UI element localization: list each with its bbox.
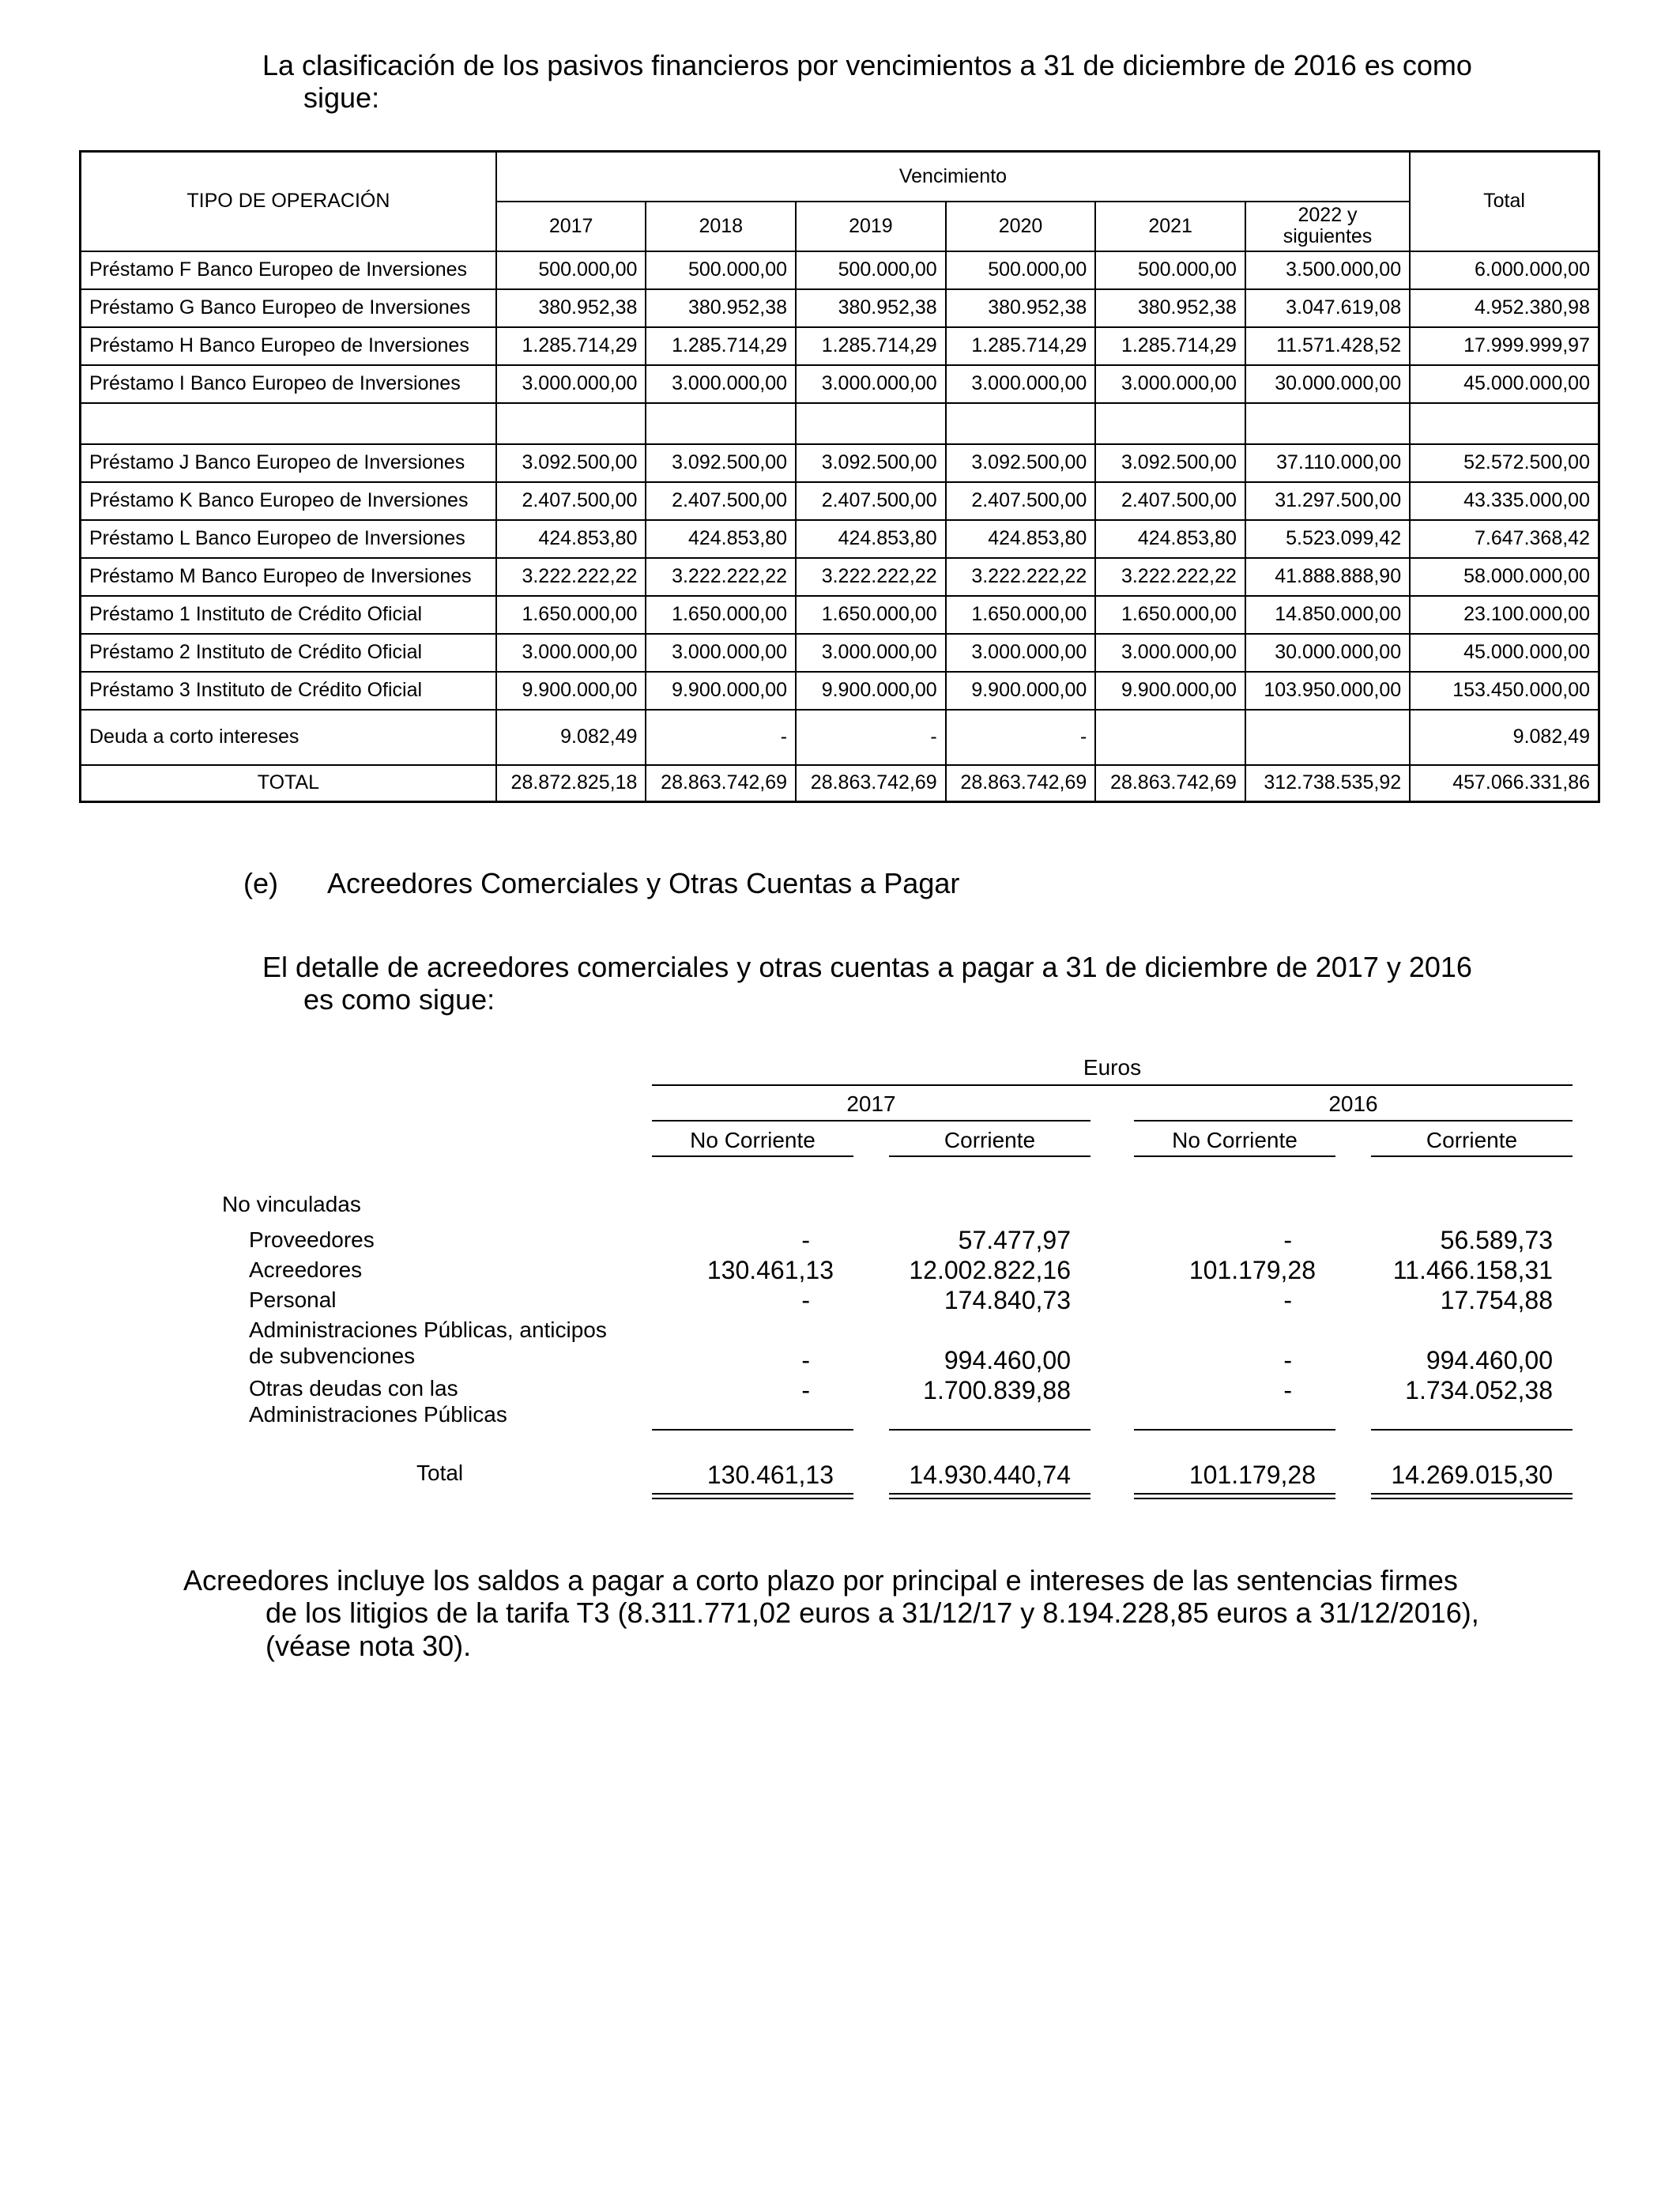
cell: 3.000.000,00 [796,634,946,672]
cell: 500.000,00 [646,251,796,289]
row-label: Préstamo H Banco Europeo de Inversiones [81,327,496,365]
table-row [81,289,1599,327]
row-label: Préstamo K Banco Europeo de Inversiones [81,482,496,520]
row-total: 23.100.000,00 [1410,596,1599,634]
cell: 3.000.000,00 [1095,634,1245,672]
rule-col [1371,1155,1573,1157]
cell: 1.650.000,00 [946,596,1096,634]
row-total: 58.000.000,00 [1410,558,1599,596]
cell: - [946,710,1096,765]
cell: 28.872.825,18 [496,765,646,802]
cell: 2.407.500,00 [946,482,1096,520]
cell: 9.900.000,00 [1095,672,1245,710]
total-cell: 14.269.015,30 [1391,1461,1553,1489]
cell: 41.888.888,90 [1245,558,1410,596]
cell: 1.285.714,29 [646,327,796,365]
cell: - [801,1346,810,1374]
header-vencimiento: Vencimiento [496,152,1410,202]
table-row [81,327,1599,365]
cell: 2.407.500,00 [646,482,796,520]
header-row-1 [81,152,1599,202]
row-label: Préstamo J Banco Europeo de Inversiones [81,444,496,482]
cell: 500.000,00 [946,251,1096,289]
row-label: TOTAL [81,765,496,802]
table-row [81,672,1599,710]
cell: 174.840,73 [944,1286,1071,1314]
cell: 3.000.000,00 [946,634,1096,672]
rule-total-double [1371,1493,1573,1499]
empty-cell [1095,403,1245,444]
cell: 3.000.000,00 [946,365,1096,403]
row-label-personal: Personal [249,1287,337,1312]
row-label-admin-2: de subvenciones [249,1344,416,1368]
cell: 500.000,00 [1095,251,1245,289]
cell: - [1283,1286,1292,1314]
row-label-acreedores: Acreedores [249,1257,363,1282]
cell: 1.734.052,38 [1405,1376,1553,1404]
rule-euros [652,1084,1573,1086]
cell: 424.853,80 [496,520,646,558]
table-row [81,251,1599,289]
rule-2016 [1134,1120,1573,1122]
header-year: 2019 [796,202,946,251]
cell: - [801,1286,810,1314]
cell: 11.571.428,52 [1245,327,1410,365]
rule-subtotal [1371,1429,1573,1431]
total-label: Total [416,1461,464,1485]
cell: 500.000,00 [496,251,646,289]
cell: 3.000.000,00 [646,634,796,672]
cell: 130.461,13 [706,1256,834,1284]
table-row [81,365,1599,403]
intro-line-2: sigue: [303,81,380,115]
cell: 424.853,80 [796,520,946,558]
row-label: Préstamo 2 Instituto de Crédito Oficial [81,634,496,672]
empty-cell [496,403,646,444]
cell: - [1283,1226,1292,1254]
total-cell: 14.930.440,74 [909,1461,1071,1489]
cell: 31.297.500,00 [1245,482,1410,520]
detail-intro-line-2: es como sigue: [303,983,495,1016]
header-year: 2018 [646,202,796,251]
row-total: 45.000.000,00 [1410,634,1599,672]
cell: 11.466.158,31 [1392,1256,1553,1284]
row-total: 45.000.000,00 [1410,365,1599,403]
row-label: Préstamo 1 Instituto de Crédito Oficial [81,596,496,634]
cell: - [796,710,946,765]
cell: 3.500.000,00 [1245,251,1410,289]
row-total: 52.572.500,00 [1410,444,1599,482]
footnote-line-3: (véase nota 30). [266,1629,472,1662]
cell: 2.407.500,00 [796,482,946,520]
rule-total-double [652,1493,853,1499]
header-no-corriente-2016: No Corriente [1172,1128,1298,1152]
cell: 1.285.714,29 [496,327,646,365]
header-no-corriente-2017: No Corriente [690,1128,816,1152]
cell: 3.222.222,22 [1095,558,1245,596]
row-label: Préstamo G Banco Europeo de Inversiones [81,289,496,327]
cell: - [1283,1346,1292,1374]
cell: 380.952,38 [796,289,946,327]
row-label: Préstamo M Banco Europeo de Inversiones [81,558,496,596]
cell: 424.853,80 [946,520,1096,558]
cell: 3.222.222,22 [496,558,646,596]
footnote-paragraph [183,1564,1479,1662]
cell: 312.738.535,92 [1245,765,1410,802]
row-total: 153.450.000,00 [1410,672,1599,710]
empty-cell [646,403,796,444]
cell: 3.000.000,00 [1095,365,1245,403]
cell: 3.092.500,00 [946,444,1096,482]
row-total: 7.647.368,42 [1410,520,1599,558]
header-year: 2021 [1095,202,1245,251]
cell: 424.853,80 [646,520,796,558]
cell: 28.863.742,69 [646,765,796,802]
section-e-title: Acreedores Comerciales y Otras Cuentas a Pagar [327,867,960,899]
cell: 1.650.000,00 [796,596,946,634]
footnote-line-1: Acreedores incluye los saldos a pagar a corto plazo por principal e intereses de las sentencias firmes [183,1564,1458,1596]
header-corriente-2017: Corriente [944,1128,1036,1152]
empty-cell [1245,403,1410,444]
row-label-otras-2: Administraciones Públicas [249,1402,507,1427]
empty-cell [796,403,946,444]
header-year-2017: 2017 [846,1091,896,1116]
rule-subtotal [1134,1429,1335,1431]
cell: - [646,710,796,765]
cell: 1.700.839,88 [923,1376,1071,1404]
cell: 3.000.000,00 [646,365,796,403]
cell: 1.650.000,00 [1095,596,1245,634]
header-euros: Euros [1083,1055,1142,1080]
cell: 28.863.742,69 [796,765,946,802]
detail-intro-paragraph [262,951,1472,1016]
cell [1245,710,1410,765]
detail-intro-line-1: El detalle de acreedores comerciales y otras cuentas a pagar a 31 de diciembre de 2017 y 2016 [262,951,1472,983]
row-label: Préstamo F Banco Europeo de Inversiones [81,251,496,289]
cell: 28.863.742,69 [946,765,1096,802]
cell [1095,710,1245,765]
table-row [81,634,1599,672]
header-year: 2017 [496,202,646,251]
cell: 12.002.822,16 [909,1256,1071,1284]
rule-col [889,1155,1090,1157]
total-row [81,765,1599,802]
cell: 56.589,73 [1440,1226,1553,1254]
row-total: 17.999.999,97 [1410,327,1599,365]
rule-subtotal [889,1429,1090,1431]
cell: 500.000,00 [796,251,946,289]
cell: 101.179,28 [1188,1256,1316,1284]
cell: 1.285.714,29 [1095,327,1245,365]
cell: 3.092.500,00 [796,444,946,482]
rule-subtotal [652,1429,853,1431]
blank-row [81,403,1599,444]
cell: 1.650.000,00 [496,596,646,634]
cell: 17.754,88 [1440,1286,1553,1314]
cell: 57.477,97 [958,1226,1071,1254]
cell: 3.092.500,00 [646,444,796,482]
row-label: Deuda a corto intereses [81,710,496,765]
row-total: 457.066.331,86 [1410,765,1599,802]
row-label-proveedores: Proveedores [249,1227,375,1252]
header-corriente-2016: Corriente [1426,1128,1518,1152]
cell: 37.110.000,00 [1245,444,1410,482]
row-total: 9.082,49 [1410,710,1599,765]
row-label: Préstamo L Banco Europeo de Inversiones [81,520,496,558]
cell: 9.900.000,00 [496,672,646,710]
empty-cell [946,403,1096,444]
row-label: Préstamo I Banco Europeo de Inversiones [81,365,496,403]
cell: 9.900.000,00 [946,672,1096,710]
deuda-row [81,710,1599,765]
header-year-last [1245,202,1410,251]
cell: 424.853,80 [1095,520,1245,558]
rule-2017 [652,1120,1090,1122]
row-label-admin-1: Administraciones Públicas, anticipos [249,1318,607,1342]
cell: 1.285.714,29 [796,327,946,365]
cell: - [801,1376,810,1404]
header-year: 2020 [946,202,1096,251]
group-label: No vinculadas [222,1192,361,1216]
cell: 14.850.000,00 [1245,596,1410,634]
header-total: Total [1410,152,1599,251]
row-label-otras-1: Otras deudas con las [249,1376,458,1400]
cell: 1.650.000,00 [646,596,796,634]
total-cell: 130.461,13 [706,1461,834,1489]
table-row [81,444,1599,482]
empty-cell [81,403,496,444]
cell: 380.952,38 [496,289,646,327]
cell: 3.222.222,22 [646,558,796,596]
maturity-table-body [81,251,1599,802]
cell: 9.082,49 [496,710,646,765]
cell: 3.047.619,08 [1245,289,1410,327]
header-year-last-2: siguientes [1283,225,1373,247]
cell: 380.952,38 [946,289,1096,327]
cell: 380.952,38 [646,289,796,327]
empty-cell [1410,403,1599,444]
cell: 1.285.714,29 [946,327,1096,365]
cell: - [801,1226,810,1254]
rule-total-double [889,1493,1090,1499]
cell: 3.222.222,22 [796,558,946,596]
cell: 380.952,38 [1095,289,1245,327]
cell: 9.900.000,00 [796,672,946,710]
rule-col [652,1155,853,1157]
table-row [81,520,1599,558]
maturity-table [79,150,1600,803]
row-total: 43.335.000,00 [1410,482,1599,520]
table-row [81,596,1599,634]
row-total: 6.000.000,00 [1410,251,1599,289]
table-row [81,482,1599,520]
row-label: Préstamo 3 Instituto de Crédito Oficial [81,672,496,710]
header-year-last-1: 2022 y [1298,203,1358,226]
cell: 103.950.000,00 [1245,672,1410,710]
cell: 3.000.000,00 [496,634,646,672]
cell: 3.222.222,22 [946,558,1096,596]
header-year-2016: 2016 [1328,1091,1378,1116]
cell: 994.460,00 [1426,1346,1553,1374]
cell: 5.523.099,42 [1245,520,1410,558]
cell: 3.092.500,00 [496,444,646,482]
rule-col [1134,1155,1335,1157]
header-tipo: TIPO DE OPERACIÓN [81,152,496,251]
cell: - [1283,1376,1292,1404]
cell: 9.900.000,00 [646,672,796,710]
cell: 30.000.000,00 [1245,634,1410,672]
table-row [81,558,1599,596]
cell: 3.092.500,00 [1095,444,1245,482]
cell: 30.000.000,00 [1245,365,1410,403]
cell: 2.407.500,00 [496,482,646,520]
row-total: 4.952.380,98 [1410,289,1599,327]
intro-paragraph [262,49,1472,115]
cell: 3.000.000,00 [796,365,946,403]
cell: 994.460,00 [944,1346,1071,1374]
total-cell: 101.179,28 [1188,1461,1316,1489]
rule-total-double [1134,1493,1335,1499]
section-e-marker: (e) [243,867,278,899]
cell: 3.000.000,00 [496,365,646,403]
intro-line-1: La clasificación de los pasivos financieros por vencimientos a 31 de diciembre de 2016 es como [262,49,1472,81]
cell: 2.407.500,00 [1095,482,1245,520]
cell: 28.863.742,69 [1095,765,1245,802]
footnote-line-2: de los litigios de la tarifa T3 (8.311.771,02 euros a 31/12/17 y 8.194.228,85 euros a 31/12/2016), [266,1596,1479,1630]
